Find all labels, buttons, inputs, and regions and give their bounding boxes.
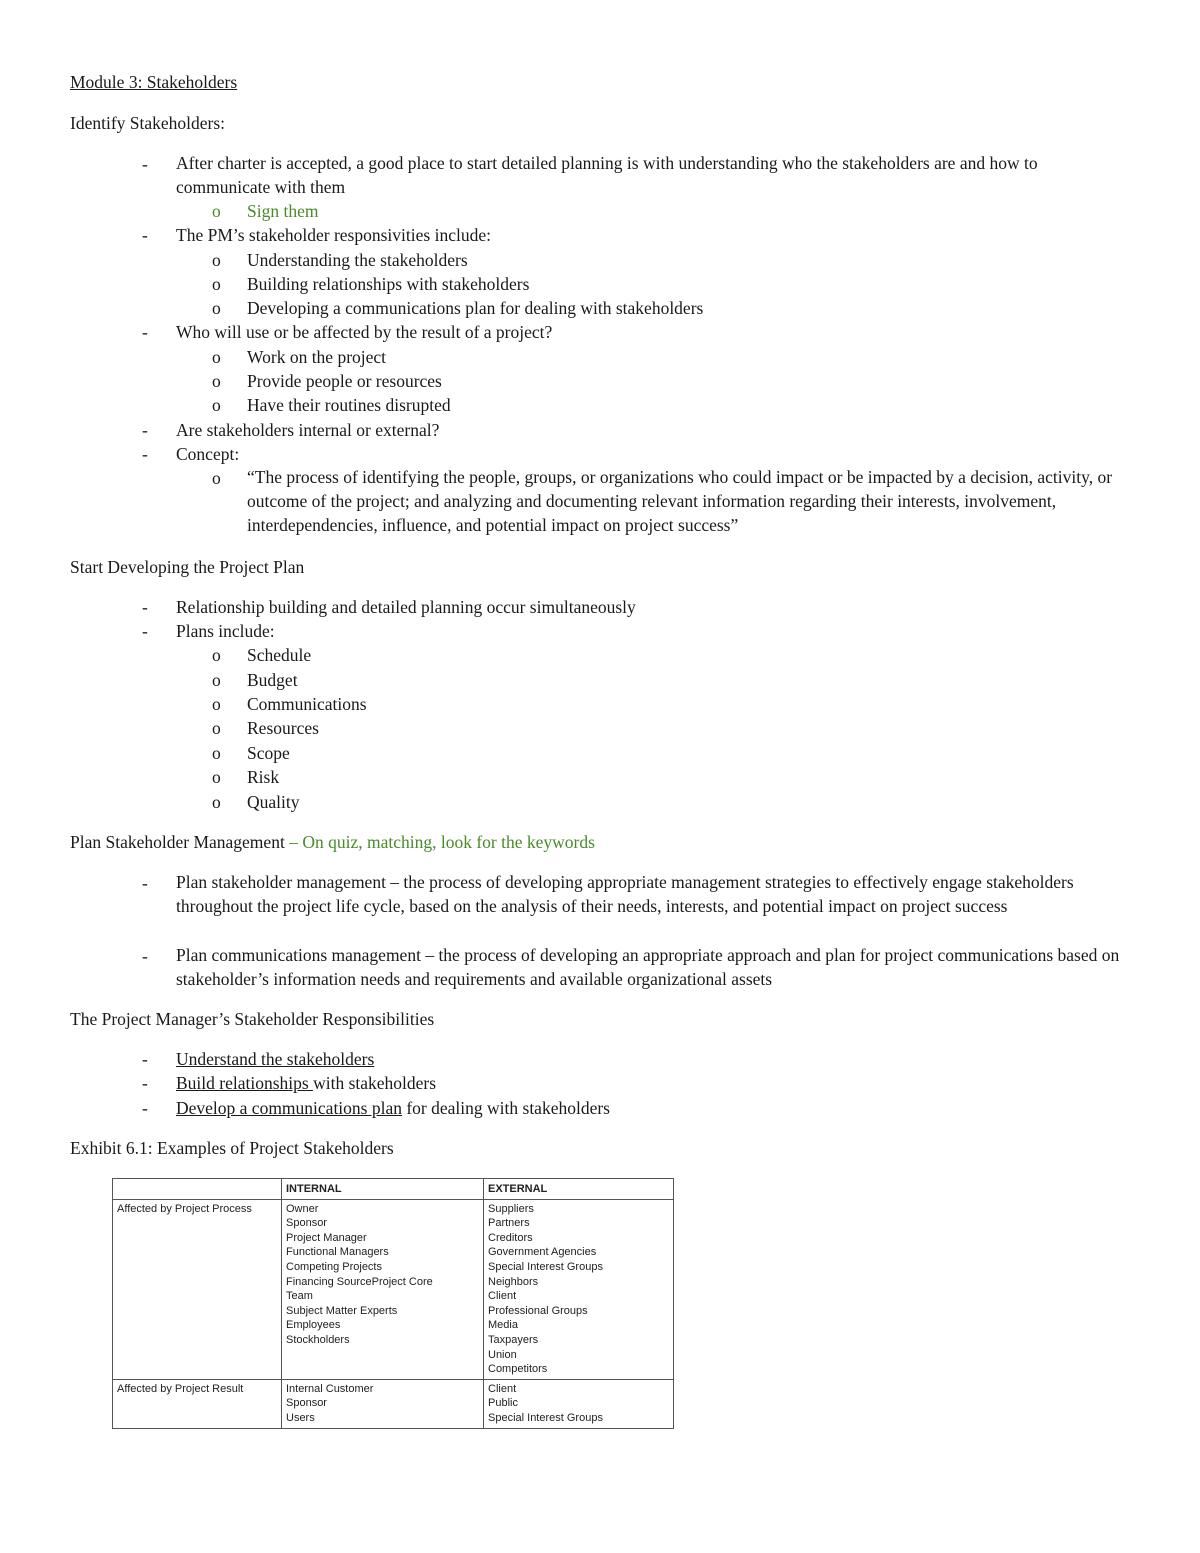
plan-item: Scope [247,743,290,763]
dash-bullet: - [142,444,148,464]
stakeholders-table [112,1178,674,1429]
sub-bullet-marker: o [212,670,221,690]
dash-bullet: - [142,597,148,617]
list-item: Partners [488,1217,530,1230]
list-item: Government Agencies [488,1246,597,1259]
table-row [113,1199,674,1379]
list-item: Employees [286,1319,341,1332]
responsibility-1 [176,1049,374,1070]
responsibility-3 [176,1098,610,1119]
table-header-external: EXTERNAL [484,1179,674,1200]
list-item: Internal Customer [286,1382,374,1395]
responsibility-text: with stakeholders [313,1073,437,1093]
sub-bullet-marker: o [212,468,221,488]
dash-bullet: - [142,420,148,440]
dash-bullet: - [142,946,148,966]
list-item: Media [488,1319,518,1332]
sub-bullet-marker: o [212,395,221,415]
table-row [113,1379,674,1428]
plan-item: Budget [247,670,298,690]
develop-heading: Start Developing the Project Plan [70,557,305,577]
list-item: Owner [286,1202,319,1215]
develop-bullet-2: Plans include: [176,621,275,641]
list-item: Financing SourceProject Core [286,1275,433,1288]
sub-bullet-marker: o [212,250,221,270]
list-item: Stockholders [286,1333,350,1346]
list-item: Competitors [488,1363,548,1376]
identify-bullet-1-sub: Sign them [247,201,319,221]
identify-bullet-2-sub: Understanding the stakeholders [247,250,468,270]
list-item: Creditors [488,1231,533,1244]
identify-bullet-2: The PM’s stakeholder responsivities include: [176,225,491,245]
responsibility-keyword: Build relationships [176,1073,314,1093]
identify-bullet-4: Are stakeholders internal or external? [176,420,440,440]
identify-bullet-3: Who will use or be affected by the result of a project? [176,322,553,342]
sub-bullet-marker: o [212,767,221,787]
list-item: Subject Matter Experts [286,1304,398,1317]
identify-bullet-2-sub: Building relationships with stakeholders [247,274,530,294]
plan-item: Risk [247,767,280,787]
sub-bullet-marker: o [212,371,221,391]
identify-bullet-5: Concept: [176,444,240,464]
plan-mgmt-note: – On quiz, matching, look for the keywords [289,832,595,852]
dash-bullet: - [142,873,148,893]
exhibit-heading: Exhibit 6.1: Examples of Project Stakeholders [70,1138,394,1158]
plan-mgmt-bullet-2: Plan communications management – the process of developing an appropriate approach and plan for project communications based on stakeholder’s information needs and requirements and available organizational assets [176,945,1120,989]
sub-bullet-marker: o [212,274,221,294]
sub-bullet-marker: o [212,298,221,318]
responsibilities-heading: The Project Manager’s Stakeholder Responsibilities [70,1009,435,1029]
list-item: Suppliers [488,1202,534,1215]
row-label: Affected by Project Result [113,1379,282,1428]
dash-bullet: - [142,1073,148,1093]
plan-item: Resources [247,718,319,738]
internal-cell [282,1199,484,1379]
row-label: Affected by Project Process [113,1199,282,1379]
table-header-internal: INTERNAL [282,1179,484,1200]
list-item: Neighbors [488,1275,539,1288]
identify-bullet-3-sub: Work on the project [247,347,387,367]
list-item: Special Interest Groups [488,1260,603,1273]
list-item: Special Interest Groups [488,1411,603,1424]
identify-bullet-2-sub: Developing a communications plan for dealing with stakeholders [247,298,704,318]
sub-bullet-marker: o [212,694,221,714]
concept-definition: “The process of identifying the people, groups, or organizations who could impact or be impacted by a decision, activity, or outcome of the project; and analyzing and documenting relevant information regarding their interests, involvement, interdependencies, influence, and potential impact on project success” [247,467,1113,535]
list-item: Professional Groups [488,1304,588,1317]
list-item: Public [488,1397,518,1410]
responsibility-text: for dealing with stakeholders [401,1098,610,1118]
list-item: Team [286,1290,313,1303]
sub-bullet-marker: o [212,201,221,221]
identify-bullet-3-sub: Provide people or resources [247,371,442,391]
list-item: Project Manager [286,1231,367,1244]
list-item: Client [488,1290,517,1303]
page-title: Module 3: Stakeholders [70,72,238,92]
sub-bullet-marker: o [212,792,221,812]
dash-bullet: - [142,154,148,174]
list-item: Union [488,1348,517,1361]
list-item: Sponsor [286,1217,327,1230]
plan-mgmt-title: Plan Stakeholder Management [70,832,285,852]
identify-bullet-1: After charter is accepted, a good place to start detailed planning is with understanding who the stakeholders are and how to communicate with them [176,153,1038,197]
plan-item: Communications [247,694,367,714]
internal-cell [282,1379,484,1428]
responsibility-keyword: Develop a communications plan [176,1098,402,1118]
responsibility-keyword: Understand the stakeholders [176,1049,375,1069]
dash-bullet: - [142,1049,148,1069]
identify-heading: Identify Stakeholders: [70,113,226,133]
external-cell [484,1379,674,1428]
external-cell [484,1199,674,1379]
plan-item: Quality [247,792,300,812]
dash-bullet: - [142,225,148,245]
responsibility-2 [176,1073,436,1094]
develop-bullet-1: Relationship building and detailed planning occur simultaneously [176,597,636,617]
plan-mgmt-heading [70,832,595,853]
list-item: Client [488,1382,517,1395]
identify-bullet-3-sub: Have their routines disrupted [247,395,451,415]
sub-bullet-marker: o [212,645,221,665]
sub-bullet-marker: o [212,743,221,763]
table-header-row [113,1179,674,1200]
sub-bullet-marker: o [212,347,221,367]
list-item: Sponsor [286,1397,327,1410]
list-item: Competing Projects [286,1260,382,1273]
plan-mgmt-bullet-1: Plan stakeholder management – the process of developing appropriate management strategies to effectively engage stakeholders throughout the project life cycle, based on the analysis of their needs, interests, and potential impact on project success [176,872,1074,916]
plan-item: Schedule [247,645,312,665]
dash-bullet: - [142,322,148,342]
sub-bullet-marker: o [212,718,221,738]
list-item: Users [286,1411,315,1424]
list-item: Functional Managers [286,1246,389,1259]
dash-bullet: - [142,621,148,641]
dash-bullet: - [142,1098,148,1118]
list-item: Taxpayers [488,1333,539,1346]
table-header-blank [113,1179,282,1200]
